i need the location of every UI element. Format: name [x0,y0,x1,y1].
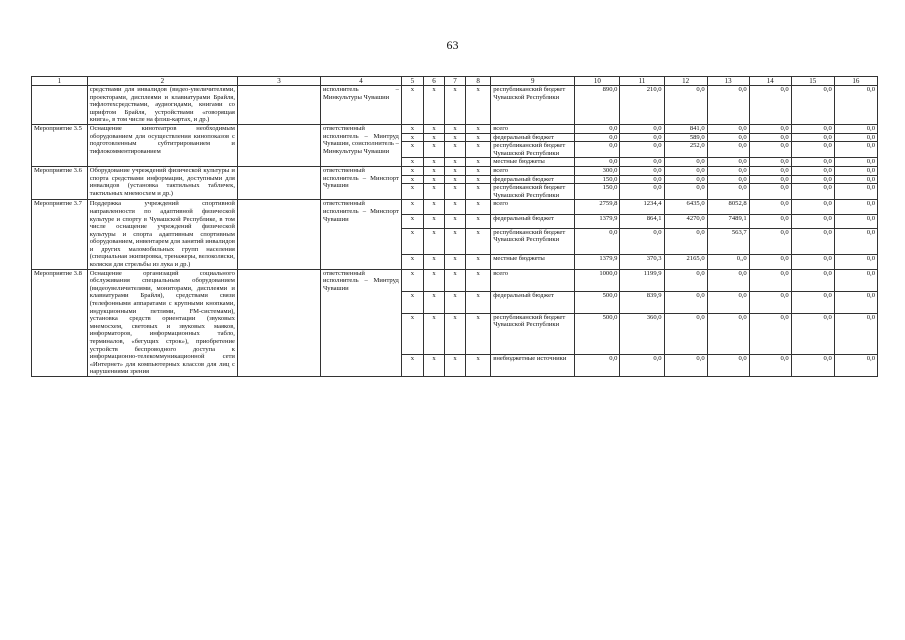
amount-cell: 0,0 [749,255,791,269]
code-cell: x [401,354,423,376]
amount-cell: 0,0 [664,86,707,125]
funding-source: республиканский бюджет Чувашской Республики [491,86,575,125]
funding-source: местные бюджеты [491,158,575,167]
funding-source: всего [491,269,575,291]
activity-executor: ответственный исполнитель – Минтруд Чувашии, соисполнитель – Минкультуры Чувашии [320,124,401,166]
table-row [32,269,878,291]
amount-cell: 0,0 [834,313,877,354]
amount-cell: 0,0 [664,175,707,184]
amount-cell: 0,0 [791,175,834,184]
amount-cell: 0,,0 [707,255,749,269]
code-cell: x [401,228,423,255]
code-cell: x [401,184,423,200]
column-header: 9 [491,77,575,86]
amount-cell: 0,0 [834,200,877,214]
code-cell: x [465,166,490,175]
amount-cell: 0,0 [664,166,707,175]
code-cell: x [423,175,444,184]
amount-cell: 0,0 [791,255,834,269]
code-cell: x [444,184,465,200]
empty-cell [237,124,320,166]
amount-cell: 0,0 [664,158,707,167]
amount-cell: 0,0 [620,184,664,200]
amount-cell: 0,0 [749,133,791,142]
funding-source: федеральный бюджет [491,214,575,228]
amount-cell: 0,0 [575,133,620,142]
code-cell: x [423,255,444,269]
funding-source: республиканский бюджет Чувашской Республики [491,228,575,255]
amount-cell: 8052,8 [707,200,749,214]
amount-cell: 0,0 [791,291,834,313]
column-header: 15 [791,77,834,86]
code-cell: x [465,175,490,184]
amount-cell: 0,0 [834,255,877,269]
code-cell: x [465,291,490,313]
code-cell: x [444,133,465,142]
amount-cell: 0,0 [620,228,664,255]
empty-cell [237,166,320,199]
code-cell: x [465,255,490,269]
empty-cell [237,86,320,125]
amount-cell: 150,0 [575,184,620,200]
amount-cell: 7489,1 [707,214,749,228]
amount-cell: 500,0 [575,313,620,354]
amount-cell: 0,0 [664,228,707,255]
amount-cell: 0,0 [834,166,877,175]
amount-cell: 0,0 [707,313,749,354]
column-header: 1 [32,77,88,86]
amount-cell: 0,0 [834,86,877,125]
amount-cell: 0,0 [707,269,749,291]
amount-cell: 6435,0 [664,200,707,214]
column-header: 8 [465,77,490,86]
amount-cell: 0,0 [749,86,791,125]
amount-cell: 0,0 [791,158,834,167]
amount-cell: 1199,9 [620,269,664,291]
amount-cell: 0,0 [791,184,834,200]
amount-cell: 0,0 [620,158,664,167]
code-cell: x [444,158,465,167]
code-cell: x [444,175,465,184]
code-cell: x [423,142,444,158]
activity-description: средствами для инвалидов (видео-увеличителями, проекторами, дисплеями и клавиатурами Брайля, тифлотехсредствами, аудиогидами, книгами со шрифтом Брайля, устройствами «говорящая книга», в том числе на флэш-картах, и др.) [87,86,237,125]
amount-cell: 0,0 [575,142,620,158]
code-cell: x [444,142,465,158]
amount-cell: 0,0 [707,291,749,313]
amount-cell: 0,0 [575,158,620,167]
code-cell: x [465,124,490,133]
page-number: 63 [446,38,459,52]
code-cell: x [465,269,490,291]
amount-cell: 0,0 [791,228,834,255]
empty-cell [237,269,320,376]
amount-cell: 500,0 [575,291,620,313]
amount-cell: 0,0 [575,124,620,133]
table-row [32,124,878,133]
amount-cell: 0,0 [749,142,791,158]
amount-cell: 2759,8 [575,200,620,214]
amount-cell: 0,0 [707,158,749,167]
code-cell: x [444,269,465,291]
code-cell: x [444,291,465,313]
amount-cell: 0,0 [791,166,834,175]
funding-source: федеральный бюджет [491,175,575,184]
code-cell: x [401,313,423,354]
code-cell: x [423,184,444,200]
amount-cell: 0,0 [834,184,877,200]
amount-cell: 0,0 [749,200,791,214]
amount-cell: 0,0 [620,133,664,142]
code-cell: x [444,86,465,125]
code-cell: x [465,158,490,167]
table-row [32,166,878,175]
code-cell: x [423,214,444,228]
amount-cell: 0,0 [707,133,749,142]
amount-cell: 589,0 [664,133,707,142]
amount-cell: 0,0 [620,166,664,175]
code-cell: x [401,86,423,125]
amount-cell: 0,0 [791,214,834,228]
column-header: 14 [749,77,791,86]
amount-cell: 890,0 [575,86,620,125]
activity-description: Оборудование учреждений физической культуры и спорта средствами информации, доступными для инвалидов (установка тактильных табличек, тактильных мнемосхем и др.) [87,166,237,199]
code-cell: x [423,86,444,125]
table-row [32,200,878,214]
funding-source: республиканский бюджет Чувашской Республики [491,313,575,354]
amount-cell: 0,0 [749,214,791,228]
column-header: 16 [834,77,877,86]
amount-cell: 360,0 [620,313,664,354]
amount-cell: 0,0 [749,175,791,184]
amount-cell: 0,0 [620,175,664,184]
amount-cell: 0,0 [749,291,791,313]
code-cell: x [401,214,423,228]
funding-source: федеральный бюджет [491,133,575,142]
amount-cell: 2165,0 [664,255,707,269]
amount-cell: 0,0 [620,354,664,376]
amount-cell: 0,0 [749,269,791,291]
amount-cell: 150,0 [575,175,620,184]
amount-cell: 0,0 [575,228,620,255]
code-cell: x [444,166,465,175]
code-cell: x [423,124,444,133]
column-header: 13 [707,77,749,86]
funding-source: местные бюджеты [491,255,575,269]
activity-executor: ответственный исполнитель – Минтруд Чувашии [320,269,401,376]
amount-cell: 0,0 [664,313,707,354]
amount-cell: 0,0 [834,228,877,255]
code-cell: x [401,175,423,184]
code-cell: x [465,133,490,142]
code-cell: x [465,86,490,125]
amount-cell: 0,0 [834,133,877,142]
amount-cell: 0,0 [791,124,834,133]
amount-cell: 0,0 [834,175,877,184]
amount-cell: 0,0 [707,184,749,200]
amount-cell: 0,0 [834,124,877,133]
amount-cell: 1379,9 [575,214,620,228]
column-header: 3 [237,77,320,86]
code-cell: x [423,158,444,167]
code-cell: x [401,255,423,269]
activity-executor: исполнитель – Минкультуры Чувашии [320,86,401,125]
amount-cell: 0,0 [707,124,749,133]
code-cell: x [423,228,444,255]
amount-cell: 0,0 [749,354,791,376]
amount-cell: 1234,4 [620,200,664,214]
code-cell: x [401,142,423,158]
amount-cell: 370,3 [620,255,664,269]
amount-cell: 210,0 [620,86,664,125]
funding-source: всего [491,200,575,214]
amount-cell: 0,0 [834,214,877,228]
column-header: 2 [87,77,237,86]
code-cell: x [423,291,444,313]
amount-cell: 0,0 [834,158,877,167]
activity-id: Мероприятие 3.8 [32,269,88,376]
amount-cell: 0,0 [791,142,834,158]
activity-description: Поддержка учреждений спортивной направленности по адаптивной физической культуре и спорту в Чувашской Республике, в том числе оснащение учреждений физической культуры и спорта адаптивным спортивным оборудованием, инвентарем для занятий инвалидов и других маломобильных групп населения (специальная экипировка, тренажеры, велоколяски, коляски для стрельбы из лука и др.) [87,200,237,269]
amount-cell: 0,0 [620,124,664,133]
code-cell: x [465,313,490,354]
amount-cell: 0,0 [749,166,791,175]
amount-cell: 252,0 [664,142,707,158]
amount-cell: 1379,9 [575,255,620,269]
funding-source: всего [491,166,575,175]
amount-cell: 0,0 [834,269,877,291]
code-cell: x [423,133,444,142]
amount-cell: 0,0 [791,269,834,291]
amount-cell: 0,0 [707,354,749,376]
column-header: 11 [620,77,664,86]
funding-source: федеральный бюджет [491,291,575,313]
code-cell: x [465,184,490,200]
code-cell: x [401,291,423,313]
column-header: 4 [320,77,401,86]
amount-cell: 841,0 [664,124,707,133]
amount-cell: 0,0 [664,184,707,200]
code-cell: x [423,269,444,291]
amount-cell: 0,0 [749,158,791,167]
amount-cell: 0,0 [707,86,749,125]
code-cell: x [465,214,490,228]
code-cell: x [423,166,444,175]
activity-description: Оснащение кинотеатров необходимым оборудованием для осуществления кинопоказов с подготовленным субтитрированием и тифлокомментированием [87,124,237,166]
code-cell: x [444,124,465,133]
column-header: 10 [575,77,620,86]
activity-id: Мероприятие 3.7 [32,200,88,269]
amount-cell: 0,0 [791,313,834,354]
funding-source: внебюджетные источники [491,354,575,376]
code-cell: x [444,200,465,214]
amount-cell: 0,0 [620,142,664,158]
amount-cell: 0,0 [664,269,707,291]
code-cell: x [423,354,444,376]
amount-cell: 563,7 [707,228,749,255]
code-cell: x [444,255,465,269]
code-cell: x [465,354,490,376]
funding-source: республиканский бюджет Чувашской Республики [491,142,575,158]
amount-cell: 0,0 [749,184,791,200]
code-cell: x [401,133,423,142]
column-header: 7 [444,77,465,86]
activity-id: Мероприятие 3.5 [32,124,88,166]
activity-executor: ответственный исполнитель – Минспорт Чувашии [320,200,401,269]
activity-description: Оснащение организаций социального обслуживания специальным оборудованием (видеоувеличителями, мониторами, дисплеями и клавиатурами Брайля), средствами связи (телефонными аппаратами с крупными кнопками, индукционными петлями, FM-системами), установка средств ориентации (звуковых мнемосхем, световых и звуковых маяков, информаторов, информационных табло, терминалов, «бегущих строк»), приобретение устройств беспроводного доступа к информационно-телекоммуникационной сети «Интернет» для компьютерных классов для лиц с нарушениями зрения [87,269,237,376]
amount-cell: 300,0 [575,166,620,175]
column-header: 5 [401,77,423,86]
empty-cell [237,200,320,269]
amount-cell: 0,0 [664,354,707,376]
code-cell: x [401,200,423,214]
activity-id: Мероприятие 3.6 [32,166,88,199]
amount-cell: 839,9 [620,291,664,313]
amount-cell: 0,0 [791,86,834,125]
code-cell: x [444,354,465,376]
amount-cell: 0,0 [834,142,877,158]
code-cell: x [465,200,490,214]
code-cell: x [401,124,423,133]
table-row [32,86,878,125]
funding-source: республиканский бюджет Чувашской Республики [491,184,575,200]
code-cell: x [444,313,465,354]
amount-cell: 0,0 [664,291,707,313]
code-cell: x [465,142,490,158]
amount-cell: 0,0 [749,313,791,354]
activity-id [32,86,88,125]
column-header: 12 [664,77,707,86]
code-cell: x [401,269,423,291]
amount-cell: 0,0 [834,354,877,376]
amount-cell: 0,0 [707,166,749,175]
code-cell: x [444,228,465,255]
funding-source: всего [491,124,575,133]
amount-cell: 0,0 [707,175,749,184]
amount-cell: 0,0 [791,200,834,214]
code-cell: x [423,313,444,354]
amount-cell: 0,0 [749,124,791,133]
amount-cell: 0,0 [707,142,749,158]
code-cell: x [401,166,423,175]
activity-executor: ответственный исполнитель – Минспорт Чувашии [320,166,401,199]
amount-cell: 0,0 [791,133,834,142]
amount-cell: 0,0 [834,291,877,313]
amount-cell: 864,1 [620,214,664,228]
program-activities-table [31,76,878,377]
code-cell: x [465,228,490,255]
code-cell: x [423,200,444,214]
amount-cell: 0,0 [749,228,791,255]
amount-cell: 0,0 [575,354,620,376]
amount-cell: 1000,0 [575,269,620,291]
code-cell: x [401,158,423,167]
amount-cell: 0,0 [791,354,834,376]
header-row [32,77,878,86]
amount-cell: 4270,0 [664,214,707,228]
column-header: 6 [423,77,444,86]
code-cell: x [444,214,465,228]
